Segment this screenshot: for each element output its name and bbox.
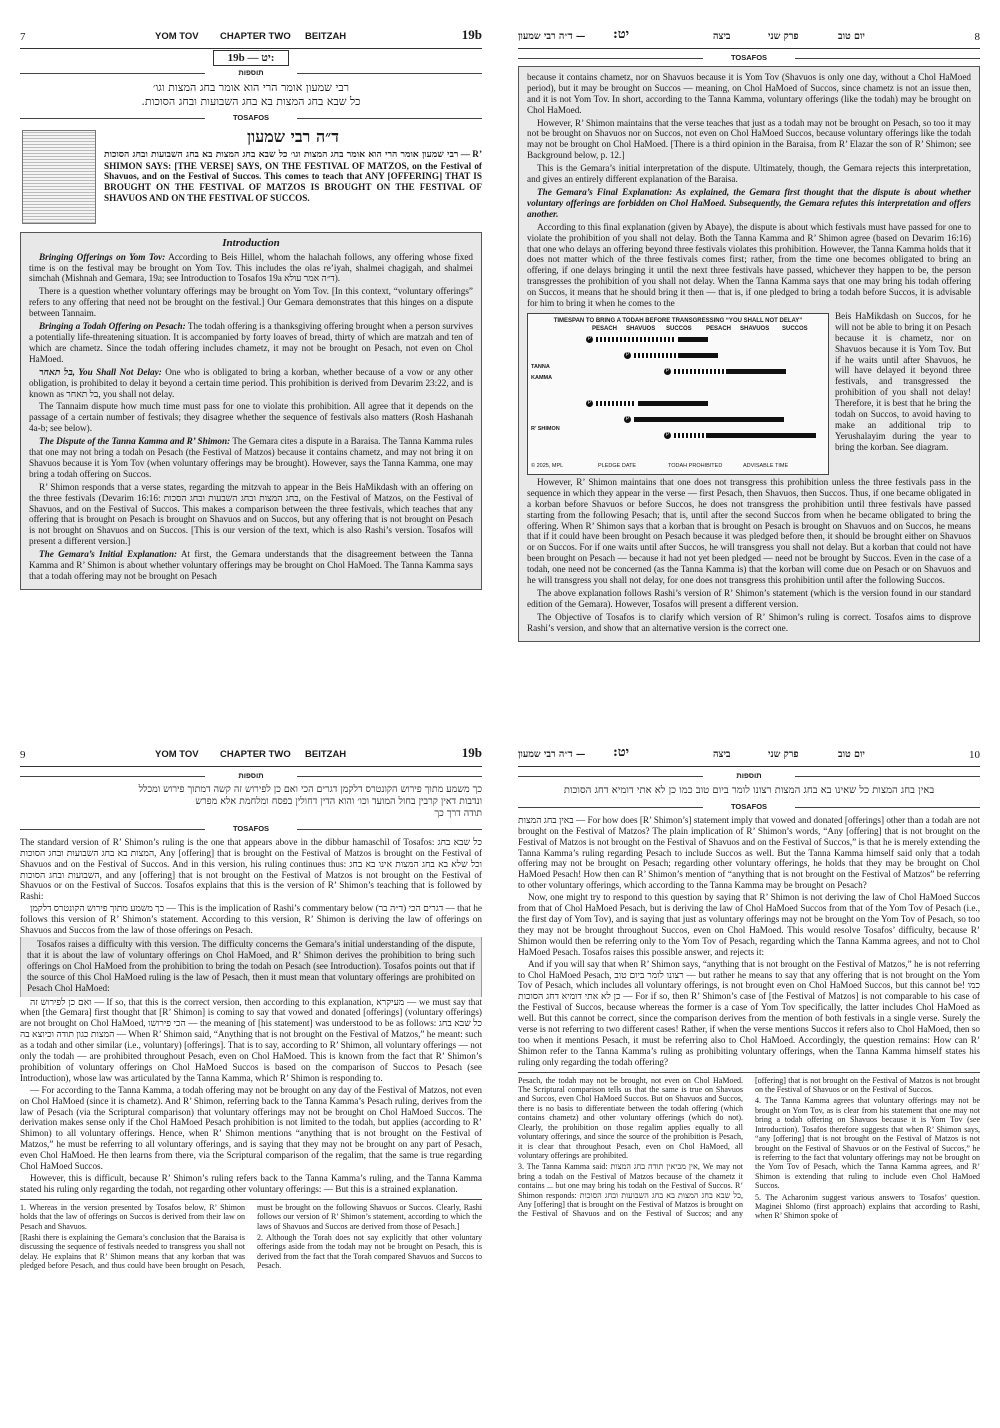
pledge-marker: P — [625, 415, 630, 422]
intro-para: The Dispute of the Tanna Kamma and R’ Shimon: The Gemara cites a dispute in a Baraisa. The Tanna Kamma rules that one may not bring a todah on Pesach (the Festival of Matzos) because it contains chametz, and may not bring it on Shavuos because it is Yom Tov (when voluntary offerings may be brought). However, says the Tanna Kamma, one may bring a todah offering on Succos. — [29, 436, 473, 479]
pledge-marker: P — [587, 399, 592, 406]
prohibited-bar — [674, 369, 724, 374]
footnote: Pesach, the todah may not be brought, not even on Chol HaMoed. The Scriptural comparison tells us that the same is true on Shavuos and Succos, even Chol HaMoed Succos. But on Shavuos and Succos, there is no basis to differentiate between the todah offering (which contains chametz) and other voluntary offerings (which do not). Clearly, the prohibition on those regalim applies equally to all voluntary offerings, and since the source of the prohibition is Pesach, it is clear that throughout Pesach, even on Chol HaMoed, all voluntary offerings are prohibited. — [518, 1075, 743, 1160]
pledge-marker: P — [587, 335, 592, 342]
hebrew-line: תודה דרך כך — [434, 807, 482, 819]
header-yomtov: YOM TOV — [155, 31, 199, 42]
intro-para: בל תאחר, You Shall Not Delay: One who is obligated to bring a korban, whether because of a vow or any other obligation, is prohibited to delay it beyond a certain time period. This prohibition is derived from Devarim 23:22, and is known as בל תאחר, you shall not delay. — [29, 366, 473, 399]
prohibited-bar — [596, 337, 676, 342]
sub-folio-box — [20, 53, 482, 64]
intro-para: However, R’ Shimon maintains that the verse teaches that just as a todah may not be brought on Pesach, so too it may not be brought on Shavuos nor on Succos, not even on Chol HaMoed Succos, because voluntary offerings like the todah may not be brought on Chol HaMoed. [There is a third opinion in the Baraisa, from R’ Elazar the son of R’ Shimon; see Background below, p. 12.] — [527, 117, 971, 161]
commentary-para: And if you will say that when R’ Shimon says, “anything that is not brought on the Festival of Matzos,” he is not referring to Chol HaMoed Pesach, רצונו לומר ביום טוב — but rather he means to say that any offering that is not brought on the Yom Tov of Pesach, which includes all voluntary offerings, is not brought even on Chol HaMoed Succos, but this cannot be! כמו כן לא אתי דומיא דחג הסוכות — For if so, then R’ Shimon’s case of [the Festival of Matzos] is not comparable to his case of the Festival of Succos, because whereas the former is a case of Yom Tov specifically, the latter includes Chol HaMoed as well. But this cannot be correct, since the comparison derives from the mention of both festivals in a single verse. Surely the verse is not referring to two different cases! Rather, if when the verse mentions Succos it refers also to Chol HaMoed, then so too when it mentions Pesach, it must be referring also to Chol HaMoed. Accordingly, the question remains: How can R’ Shimon refer to the Tanna Kamma’s ruling as prohibiting voluntary offerings, when the Tanna Kamma himself states his ruling only regarding the todah offering? — [518, 958, 980, 1067]
prohibited-bar — [596, 401, 636, 406]
introduction-title: Introduction — [222, 236, 280, 249]
pledge-marker: P — [625, 351, 630, 358]
header-tractate: BEITZAH — [305, 31, 347, 42]
folio: יט: — [613, 748, 630, 760]
col-label: SHAVUOS — [626, 325, 656, 332]
tosafos-label: TOSAFOS — [518, 53, 980, 64]
footnote: 2. Although the Torah does not say explicitly that other voluntary offerings aside from the todah may not be brought on Pesach, this is derived from the fact that the Torah compared Shavuos and Succos to Pesach. — [257, 1233, 482, 1271]
header-chapter: CHAPTER TWO — [220, 31, 291, 42]
commentary-para: However, this is difficult, because R’ Shimon’s ruling refers back to the Tanna Kamma’s ruling, and the Tanna Kamma stated his ruling only regarding the todah, not regarding other voluntary offerings: — But this is a strained explanation. — [20, 1173, 482, 1194]
running-header — [20, 30, 482, 49]
diagram-title: TIMESPAN TO BRING A TODAH BEFORE TRANSGRESSING “YOU SHALL NOT DELAY” — [553, 317, 803, 324]
prohibited-bar — [634, 353, 676, 358]
header-yomtov: יום טוב — [838, 749, 865, 760]
hebrew-line: רבי שמעון אומר הרי הוא אומר בחג המצות וגו׳ — [152, 80, 350, 94]
page-10 — [518, 748, 980, 1408]
footnotes — [20, 1199, 482, 1272]
introduction-box — [20, 232, 482, 590]
dibbur-hamaschil — [20, 128, 482, 226]
hebrew-text — [20, 784, 482, 820]
header-chapter: CHAPTER TWO — [220, 749, 291, 760]
legend-pledge: PLEDGE DATE — [598, 463, 637, 470]
header-chapter: פרק שני — [768, 31, 799, 42]
hebrew-line: כל שבא בחג המצות בא בחג השבועות ובחג הסוכות. — [141, 94, 361, 108]
col-label: SHAVUOS — [740, 325, 770, 332]
hebrew-line: כך משמע מתוך פירוש הקונטרס דלקמן דגרים הכי ואם כן לפירוש זה קשה דמתוך פירוש ומכלל — [138, 783, 482, 795]
commentary-para: The standard version of R’ Shimon’s ruling is the one that appears above in the dibbur hamaschil of Tosafos: כל שבא בחג המצות בא בחג השבועות ובחג הסוכות, Any [offering] that is brought on the Festival of Matzos is brought on the Festival of Shavuos and on the Festival of Succos. And in this version, his ruling continues thus: וכל שלא בא בחג המצות אינו בא בחג השבועות ובחג הסוכות, and any [offering] that is not brought on the Festival of Matzos is not brought on the Festival of Shavuos or on the Festival of Succos. Tosafos explains that this is the version of R’ Shimon’s teaching that is followed by Rashi: — [20, 836, 482, 902]
page-number: 7 — [20, 31, 26, 43]
row-label: TANNA KAMMA — [531, 363, 553, 381]
intro-para: The Objective of Tosafos is to clarify which version of R’ Shimon’s ruling is correct. Tosafos aims to disprove Rashi’s version, and show that an alternative version is the correct one. — [527, 611, 971, 633]
advisable-bar — [726, 369, 786, 374]
intro-para: The Gemara’s Initial Explanation: At first, the Gemara understands that the disagreement between the Tanna Kamma and R’ Shimon is about whether voluntary offerings may be brought on Chol HaMoed. The Tanna Kamma says that a todah offering may not be brought on Pesach — [29, 549, 474, 581]
intro-para: The Gemara’s Final Explanation: As explained, the Gemara first thought that the dispute is about whether voluntary offerings are forbidden on Chol HaMoed. Subsequently, the Gemara refutes this interpretation and offers another. — [527, 186, 971, 219]
hebrew-line: באין בחג המצות כל שאינו בא בחג המצות רצונו לומר ביום טוב כמו כן לא אתי דומיא דחג הסוכות — [563, 784, 935, 796]
header-tractate: ביצה — [713, 31, 731, 42]
page-7 — [20, 30, 482, 680]
folio: 19b — [461, 748, 482, 760]
page-8 — [518, 30, 980, 680]
hebrew-text — [518, 784, 980, 798]
intro-para: The Tannaim dispute how much time must pass for one to violate this prohibition. All agree that it depends on the passage of a certain number of festivals; they disagree whether the sequence of festivals also matters (Rosh Hashanah 4a-b; see below). — [29, 401, 473, 434]
intro-para: R’ Shimon responds that a verse states, regarding the mitzvah to appear in the Beis HaMikdash with an offering on the three festivals (Devarim 16:16: בחג המצות ובחג השבעות ובחג הסכות, on the Festival of Matzos, on the Festival of Shavuos, and on the Festival of Succos. This makes a comparison between the three festivals, which teaches that any offering that is brought on Pesach is brought on Shavuos and on Succos, but any offering that is not brought on Pesach is not brought on Shavuos and on Succos. [This is our version of the text, which is also Rashi’s version. Tosafos will present a different version.] — [29, 481, 473, 547]
intro-para: There is a question whether voluntary offerings may be brought on Yom Tov. [In this context, “voluntary offerings” refers to any offering that need not be brought on the festival.] Our Gemara demonstrates that this hinges on a dispute between Tannaim. — [29, 286, 473, 319]
tosafos-heb-label: תוספות — [20, 771, 482, 782]
footnote: 3. The Tanna Kamma said: אין מביאין תודה בחג המצות, We may not bring a todah on the Festival of Matzos because of the chametz it contains ... but one may bring his todah on the Festival of Succos. R’ Shimon responds: כל שבא בחג המצות בא בחג השבועות ובחג הסוכות, Any [offering] that is brought on the Festival of Matzos is brought on the Festival of Shavuos and on the Festival of Succos; and any [offering] that is not brought on the Festival of Matzos is not brought on the Festival of Shavuos or on the Festival of Succos. — [518, 1075, 980, 1219]
header-tractate: BEITZAH — [305, 749, 347, 760]
advisable-bar — [638, 401, 708, 406]
hebrew-text — [20, 81, 482, 109]
col-label: PESACH — [592, 325, 618, 332]
intro-para: Bringing a Todah Offering on Pesach: The todah offering is a thanksgiving offering brought when a person survives a potentially life-threatening situation. It is accompanied by forty loaves of bread, thirty of which are matzah and ten of which are chametz. Since the todah offering includes chametz, it may not be brought on Pesach, not even on Chol HaMoed. — [29, 321, 473, 364]
tosafos-heb-label: תוספות — [20, 68, 482, 79]
row-label: R’ SHIMON — [531, 425, 560, 432]
page-9 — [20, 748, 482, 1408]
running-header — [20, 748, 482, 767]
intro-para: According to this final explanation (given by Abaye), the dispute is about which festivals must have passed for one to violate the prohibition of you shall not delay. Both the Tanna Kamma and R’ Shimon agree (based on Devarim 16:16) that one who delays an offering beyond three festivals violates this prohibition. However, the Tanna Kamma holds that it does not matter which of the three festivals comes first; rather, from the time one becomes obligated to bring an offering, if one delays bringing it until the next three festivals have passed, whichever they happen to be, the person transgresses the prohibition of you shall not delay. When the Tanna Kamma says that one may bring his todah offering on Succos, it means that he should bring it then — that is, if one pledged to bring a todah before Succos, it is advisable for him to bring it when he comes to the — [527, 221, 971, 309]
prohibited-bar — [674, 433, 704, 438]
tosafos-heb-label: תוספות — [518, 771, 980, 782]
footnote: 1. Whereas in the version presented by Tosafos below, R’ Shimon holds that the law of offerings on Succos is derived from their law on Pesach and Shavuos. — [20, 1202, 245, 1231]
footnotes — [518, 1072, 980, 1221]
tosafos-label: TOSAFOS — [518, 802, 980, 813]
header-tractate: ביצה — [713, 749, 731, 760]
dh-english: — R’ SHIMON SAYS: [THE VERSE] SAYS, ON THE FESTIVAL OF MATZOS, on the Festival of Shavuos, and on the Festival of Succos. This comes to teach that ANY [OFFERING] THAT IS BROUGHT ON THE FESTIVAL OF MATZOS IS BROUGHT ON THE FESTIVAL OF SHAVUOS AND ON THE FESTIVAL OF SUCCOS. — [104, 148, 482, 204]
intro-para: The above explanation follows Rashi’s version of R’ Shimon’s statement (which is the version found in our standard edition of the Gemara). However, Tosafos will present a different version. — [527, 588, 971, 609]
folio: יט: — [613, 30, 630, 42]
introduction-continued — [518, 66, 980, 642]
tosafos-page-thumbnail — [22, 130, 96, 224]
intro-para: However, R’ Shimon maintains that one does not transgress this prohibition unless the three festivals pass in the sequence in which they appear in the verse — first Pesach, then Shavuos, then Succos. Thus, if one became obligated in a korban before Shavuos or before Succos, he does not transgress the prohibition until three festivals have passed starting from the following Pesach; that is, until after the second Succos from when he became obligated to bring the offering. When R’ Shimon says that a korban that is brought on Pesach is brought on Shavuos and on Succos, he means that if it could have been brought on Pesach because it was pledged before then, it should be brought either on Shavuos or on Succos. For if one waits until after Succos, he will transgress you shall not delay. But a korban that could not have been brought on Pesach — because it had not yet been pledged — need not be brought by Succos. Even in the case of a todah, one need not be concerned (as the Tanna Kamma is) that the korban will come due on Pesach or on Shavuos and he will transgress you shall not delay, for one does not transgress this prohibition until after the following Succos. — [527, 476, 971, 586]
dh-hebrew: רבי שמעון אומר הרי הוא אומר בחג המצות וגו׳ כל שבא בחג המצות בא בחג השבועות ובחג הסוכות — [104, 148, 459, 160]
running-header — [518, 748, 980, 767]
footnote: 4. The Tanna Kamma agrees that voluntary offerings may not be brought on Yom Tov, as is clear from his statement that one may not bring a todah offering on Shavuos because it is Yom Tov (see Introduction). Tosafos therefore suggests that when R’ Shimon says, “any [offering] that is not brought on the Festival of Matzos is not brought on the Festival of Shavuos or on the Festival of Succos,” he is referring to the fact that voluntary offerings may not be brought on the Yom Tov of Pesach, which the Tanna Kamma agrees, and R’ Shimon is extending that ruling to include even Chol HaMoed Succos. — [755, 1096, 980, 1191]
pledge-marker: P — [665, 367, 670, 374]
hebrew-line: ונדבות דאין קרבין בחול המועד וכו׳ והוא הדין דחולין בפסח ומלחמת אלא מפרש — [195, 795, 482, 807]
intro-para: Bringing Offerings on Yom Tov: According to Beis Hillel, whom the halachah follows, any offering whose fixed time is on the festival may be brought on Yom Tov. This includes the olas re’iyah, shalmei chagigah, and shalmei simchah (Mishnah and Gemara, 19a; see Introduction to Tosafos 19a ד״ה אמר עולא). — [29, 251, 473, 284]
page-number: 8 — [974, 31, 980, 43]
advisable-bar — [634, 417, 784, 422]
tosafos-label: TOSAFOS — [20, 113, 482, 124]
advisable-bar — [706, 433, 816, 438]
commentary-para: Tosafos raises a difficulty with this version. The difficulty concerns the Gemara’s initial understanding of the dispute, that it is about the law of voluntary offerings on Chol HaMoed, and R’ Shimon derives the prohibition to bring such offerings on Chol HaMoed from the prohibition to bring the todah on Pesach (see Introduction). Tosafos points out that if the source of this Chol HaMoed ruling is the law of Pesach, then it must mean that voluntary offerings are prohibited on Pesach Chol HaMoed: — [27, 938, 475, 993]
legend-advisable: ADVISABLE TIME — [743, 463, 789, 470]
header-yomtov: YOM TOV — [155, 749, 199, 760]
commentary-para: ואם כן לפירוש זה — If so, that this is the correct version, then according to this explanation, מעיקרא — we must say that when [the Gemara] first thought that [R’ Shimon] is coming to say that vowed and donated [offerings] (voluntary offerings) are not brought on Chol HaMoed, הכי פירושו — the meaning of [his statement] was understood to be as follows: כל שבא בחג המצות כגון תודה וכיוצא בה — When R’ Shimon said, “Anything that is not brought on the Festival of Matzos,” he meant: such as a todah and other similar (i.e., voluntary) [offerings]. That is to say, according to R’ Shimon, all voluntary offerings — not only the todah — are prohibited throughout Pesach, even on Chol HaMoed. This is known from the fact that R’ Shimon’s prohibition of voluntary offerings on Chol HaMoed Succos is based on the comparison of Succos to Pesach (see Introduction), whose law was articulated by the Tanna Kamma, which R’ Shimon is responding to. — [20, 996, 482, 1083]
header-sub: — ד״ה רבי שמעון — [518, 31, 586, 42]
col-label: SUCCOS — [666, 325, 692, 332]
header-sub: — ד״ה רבי שמעון — [518, 749, 586, 760]
sub-folio: 19b — יט: — [213, 50, 290, 66]
intro-para: because it contains chametz, nor on Shavuos because it is Yom Tov (Shavuos is only one day, without a Chol HaMoed period), but it may be brought on Succos — meaning, on Chol HaMoed of Succos, since chametz is not an issue then, and it is not Yom Tov. In short, according to the Tanna Kamma, voluntary offerings (like the todah) may be brought on Chol HaMoed. — [527, 71, 971, 115]
header-yomtov: יום טוב — [838, 31, 865, 42]
page-number: 9 — [20, 749, 26, 761]
question-block — [20, 937, 482, 997]
pledge-marker: P — [665, 431, 670, 438]
col-label: PESACH — [706, 325, 732, 332]
page-number: 10 — [969, 749, 980, 761]
legend-prohibited: TODAH PROHIBITED — [668, 463, 723, 470]
tosafos-label: TOSAFOS — [20, 824, 482, 835]
header-chapter: פרק שני — [768, 749, 799, 760]
intro-para: This is the Gemara’s initial interpretation of the dispute. Ultimately, though, the Gemara rejects this interpretation, and gives an entirely different explanation of the Baraisa. — [527, 163, 971, 185]
advisable-bar — [678, 353, 718, 358]
wrap-text: Beis HaMikdash on Succos, for he will not be able to bring it on Pesach because it is chametz, nor on Shavuos because it is Yom Tov. But if he waits until after Shavuos, he will have delayed it beyond three festivals, and transgressed the prohibition of you shall not delay! Therefore, it is best that he bring the todah on Succos, to avoid having to make an additional trip to Yerushalayim during the year to bring the korban. See diagram. — [835, 310, 971, 452]
footnote: 5. The Acharonim suggest various answers to Tosafos’ question. Maginei Shlomo (first approach) explains that according to Rashi, when R’ Shimon spoke of — [755, 1192, 980, 1221]
commentary-para: Now, one might try to respond to this question by saying that R’ Shimon is not deriving the law of Chol HaMoed Succos from that of Chol HaMoed Pesach, but is deriving the law of Chol HaMoed Succos from that of the Yom Tov of Pesach (i.e., the first day of Yom Tov), and is saying that just as voluntary offerings may not be brought on the Yom Tov of Pesach, so too they may not be brought throughout Succos, even on Chol HaMoed. This would resolve Tosafos’ difficulty, because R’ Shimon would then be referring only to the Yom Tov of Pesach, regarding which the Tanna Kamma agrees, and not to Chol HaMoed Pesach. Tosafos raises this possible answer, and rejects it: — [518, 892, 980, 957]
commentary-para: באין בחג המצות — For how does [R’ Shimon’s] statement imply that vowed and donated [offerings] other than a todah are not brought on the Festival of Matzos? The plain implication of R’ Shimon’s words, “Any [offering] that is not brought on the Festival of Matzos is not brought on the Festival of Shavuos and on the Festival of Succos,” is that he is merely extending the Tanna Kamma’s ruling regarding Pesach to include Succos as well. But the Tanna Kamma himself said only that a todah offering may not be brought on Pesach; regarding other voluntary offerings, he holds that they may be brought on Chol HaMoed Pesach! How then can R’ Shimon’s mention of “anything that is not brought on the Festival of Matzos” be referring to other voluntary offerings, which according to the Tanna Kamma may be brought on Pesach? — [518, 814, 980, 891]
footnote: [Rashi there is explaining the Gemara’s conclusion that the Baraisa is discussing the sequence of festivals needed to transgress you shall not delay. He explains that R’ Shimon means that any korban that was pledged before Pesach, and thus could have been brought on Pesach, must be brought on the following Shavuos or Succos. Clearly, Rashi follows our version of R’ Shimon’s statement, according to which the laws of Shavuos and Succos are derived from those of Pesach.] — [20, 1202, 482, 1271]
timespan-diagram — [527, 313, 829, 475]
copyright: © 2025, MPL — [531, 463, 564, 470]
commentary-para: כך משמע מתוך פירוש הקונטרס דלקמן — This is the implication of Rashi’s commentary below (ד״ה בר) דגרים הכי — that he follows this version of R’ Shimon’s statement. According to this version, R’ Shimon is deriving the law of offerings on Shavuos and Succos from the law of those offerings on Pesach. — [20, 903, 482, 936]
advisable-bar — [678, 337, 708, 342]
col-label: SUCCOS — [782, 325, 808, 332]
folio: 19b — [461, 30, 482, 42]
running-header — [518, 30, 980, 49]
dh-title: ד״ה רבי שמעון — [247, 127, 339, 146]
commentary-para: — For according to the Tanna Kamma, a todah offering may not be brought on any day of the Festival of Matzos, not even on Chol HaMoed (since it is chametz). And R’ Shimon, referring back to the Tanna Kamma’s Pesach ruling, derives from the law of Pesach (via the Scriptural comparison) that voluntary offerings may not be brought on Chol HaMoed Succos. The derivation makes sense only if the Chol HaMoed Pesach prohibition is not limited to the todah, but applies (according to R’ Shimon) to all voluntary offerings. Hence, when R’ Shimon mentions “anything that is not brought on the Festival of Matzos,” he must be referring to all voluntary offerings, and is saying that they may not be brought on any part of Pesach, even Chol HaMoed. He then learns from there, via the Scriptural comparison of the regalim, that the same is true regarding Chol HaMoed Succos. — [20, 1084, 482, 1172]
